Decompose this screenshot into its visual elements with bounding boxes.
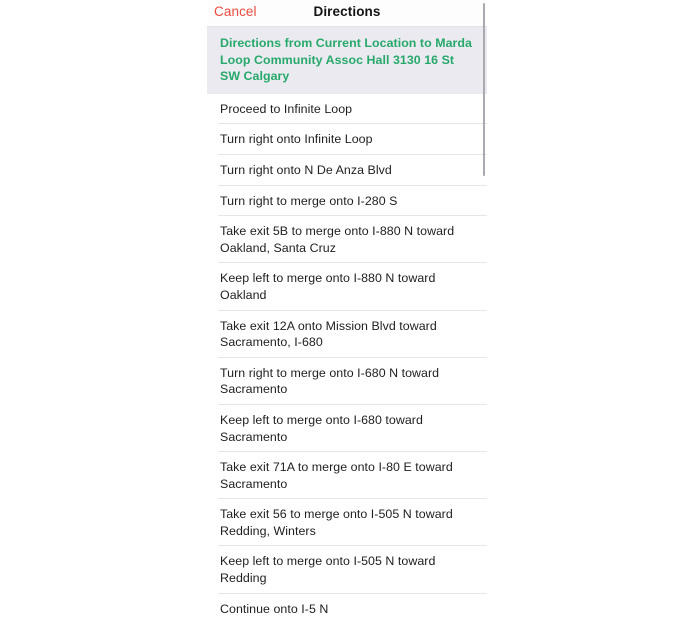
page-title: Directions: [313, 4, 381, 19]
directions-step-list: [207, 94, 487, 624]
cancel-button[interactable]: Cancel: [214, 4, 257, 19]
directions-step-text: Proceed to Infinite Loop: [220, 101, 353, 116]
directions-step-text: Turn right onto N De Anza Blvd: [220, 162, 392, 177]
directions-step-text: Turn right to merge onto I-280 S: [220, 193, 398, 208]
directions-step-row[interactable]: [207, 155, 487, 186]
directions-step-text: Turn right onto Infinite Loop: [220, 132, 373, 147]
directions-step-row[interactable]: [207, 499, 487, 546]
directions-step-row[interactable]: [207, 94, 487, 125]
directions-step-row[interactable]: [207, 452, 487, 499]
directions-step-text: Turn right to merge onto I-680 N toward Sacramento: [220, 365, 440, 397]
directions-step-text: Keep left to merge onto I-680 toward Sacramento: [220, 412, 423, 444]
directions-step-row[interactable]: [207, 124, 487, 155]
directions-step-text: Keep left to merge onto I-505 N toward Redding: [220, 554, 436, 586]
directions-step-row[interactable]: [207, 594, 487, 624]
directions-step-text: Take exit 56 to merge onto I-505 N toward Redding, Winters: [220, 507, 453, 538]
directions-step-text: Keep left to merge onto I-880 N toward Oakland: [220, 271, 436, 302]
directions-step-text: Take exit 71A to merge onto I-80 E toward Sacramento: [220, 460, 453, 491]
directions-list-scroll-area[interactable]: [207, 27, 487, 616]
navigation-bar: [207, 0, 487, 27]
directions-step-row[interactable]: [207, 263, 487, 310]
directions-step-row[interactable]: [207, 311, 487, 358]
directions-summary-text: Directions from Current Location to Marda Loop Community Assoc Hall 3130 16 St SW Calgary: [220, 36, 472, 84]
directions-step-row[interactable]: [207, 358, 487, 405]
directions-step-text: Take exit 5B to merge onto I-880 N toward Oakland, Santa Cruz: [220, 224, 455, 255]
directions-step-row[interactable]: [207, 186, 487, 217]
directions-panel: [207, 0, 487, 616]
directions-step-text: Continue onto I-5 N: [220, 601, 329, 616]
directions-step-text: Take exit 12A onto Mission Blvd toward Sacramento, I-680: [220, 318, 437, 350]
directions-summary-row[interactable]: [207, 27, 487, 94]
directions-step-row[interactable]: [207, 405, 487, 452]
directions-step-row[interactable]: [207, 546, 487, 593]
directions-step-row[interactable]: [207, 216, 487, 263]
